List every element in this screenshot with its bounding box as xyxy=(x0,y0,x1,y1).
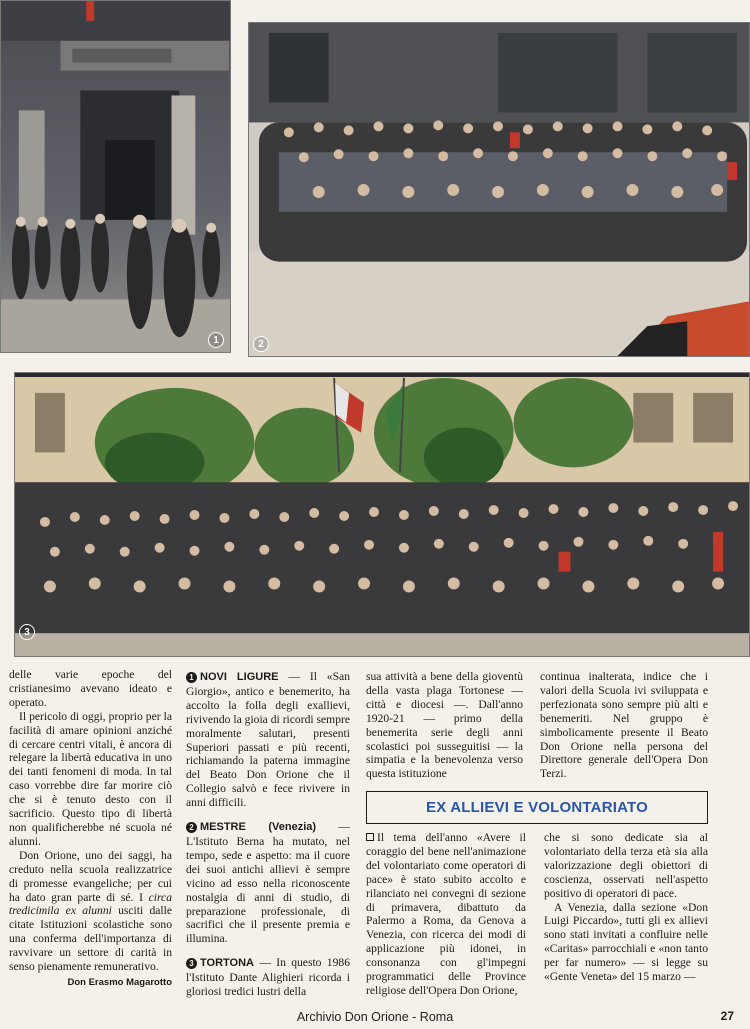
article-column-2 xyxy=(186,670,350,999)
emphasis: circa tredicimila ex alunni xyxy=(9,890,172,918)
photo-number-badge: 2 xyxy=(253,336,269,352)
article-column-4 xyxy=(540,670,708,781)
paragraph: Il pericolo di oggi, proprio per la facilità di amare opinioni anziché di cercare centri vitali, è ancora di relegare la libertà educativa in uno dei tanti fenomeni di moda. In tal caso vorrebbe dire far morire ciò che si è tenuto desto con il sacrificio. Questo tipo di libertà non qualificherebbe né scuola né alunni. xyxy=(9,709,172,848)
paragraph: Il tema dell'anno «Avere il coraggio del bene nell'animazione del volontariato come operatori di pace» è stato subito accolto e rilanciato nei convegni di sezione di primavera, dibattuto da Palermo a Roma, da Genova a Venezia, con ricerca dei modi di applicazione più idonei, in consonanza con gl'impegni programmatici delle Province religiose dell'Opera Don Orione, xyxy=(366,831,526,997)
paragraph: che si sono dedicate sia al volontariato della terza età sia alla valorizzazione degli obiettori di coscienza, osservati nell'aspetto positivo di operatori di pace. xyxy=(544,831,708,900)
photo-number-badge: 1 xyxy=(208,332,224,348)
caption-heading: NOVI LIGURE xyxy=(200,671,279,683)
square-bullet-icon xyxy=(366,833,374,841)
paragraph: A Venezia, dalla sezione «Don Luigi Piccardo», tutti gli ex allievi sono stati invitati a confluire nelle «Caritas» parrocchiali e «non tanto per far numero» — si legge su «Gente Veneta» del 15 marzo — xyxy=(544,900,708,984)
paragraph: Don Orione, uno dei saggi, ha creduto nella scuola realizzatrice di promesse evangeliche; per cui ha dato gran parte di sé. I circa tredicimila ex alunni usciti dalle citate Istituzioni scolastiche sono una conferma dell'importanza di ravvivare un settore di carità in senso pienamente remunerativo. xyxy=(9,848,172,974)
photo-building-entrance xyxy=(0,0,231,353)
caption-number-badge: 2 xyxy=(186,822,197,833)
archive-footer: Archivio Don Orione - Roma xyxy=(296,1010,454,1024)
caption-tortona: 3 TORTONA — In questo 1986 l'Istituto Dante Alighieri ricorda i gloriosi tredici lustri della xyxy=(186,956,350,999)
photo-number-badge: 3 xyxy=(19,624,35,640)
section-column-2 xyxy=(544,831,708,984)
paragraph: continua inalterata, indice che i valori della Scuola ivi sviluppata e perfezionata sono sempre più alti e benemeriti. Nel gruppo è simbolicamente presente il Beato Don Orione nella persona del Direttore generale dell'Opera Don Terzi. xyxy=(540,670,708,781)
section-heading: EX ALLIEVI E VOLONTARIATO xyxy=(366,791,708,824)
photo-large-group xyxy=(14,372,750,657)
caption-mestre: 2 MESTRE (Venezia) — L'Istituto Berna ha mutato, nel tempo, sede e aspetto: ma il cuore dei suoi antichi allievi è sempre vicino ad esso nella riconoscente nostalgia di anni di studio, di preparazione professionale, di sacrifici che il presente premia e illumina. xyxy=(186,820,350,946)
caption-novi-ligure: 1 NOVI LIGURE — Il «San Giorgio», antico e benemerito, ha accolto la folla degli exallievi, rivivendo la gioia di ricordi sempre moralmente salutari, presenti Superiori passati e più recenti, richiamando la paterna immagine del Beato Don Orione che il Collegio salvò e fece rivivere in anni difficili. xyxy=(186,670,350,810)
section-column-1 xyxy=(366,831,526,998)
author-signature: Don Erasmo Magarotto xyxy=(67,976,172,988)
article-column-1 xyxy=(9,668,172,990)
paragraph: sua attività a bene della gioventù della vasta plaga Tortonese — città e diocesi —. Dall'anno 1920-21 — primo della benemerita serie degli anni scolastici poi susseguitisi — la simpatia e la benevolenza verso questa istituzione xyxy=(366,670,523,781)
paragraph: delle varie epoche del cristianesimo avevano ideato e operato. xyxy=(9,668,172,709)
caption-number-badge: 3 xyxy=(186,958,197,969)
caption-heading: TORTONA xyxy=(200,957,254,970)
photo-group-courtyard xyxy=(248,22,750,357)
article-column-3 xyxy=(366,670,523,781)
caption-heading: MESTRE (Venezia) xyxy=(200,821,317,834)
caption-number-badge: 1 xyxy=(186,672,197,683)
page-number: 27 xyxy=(720,1009,734,1023)
